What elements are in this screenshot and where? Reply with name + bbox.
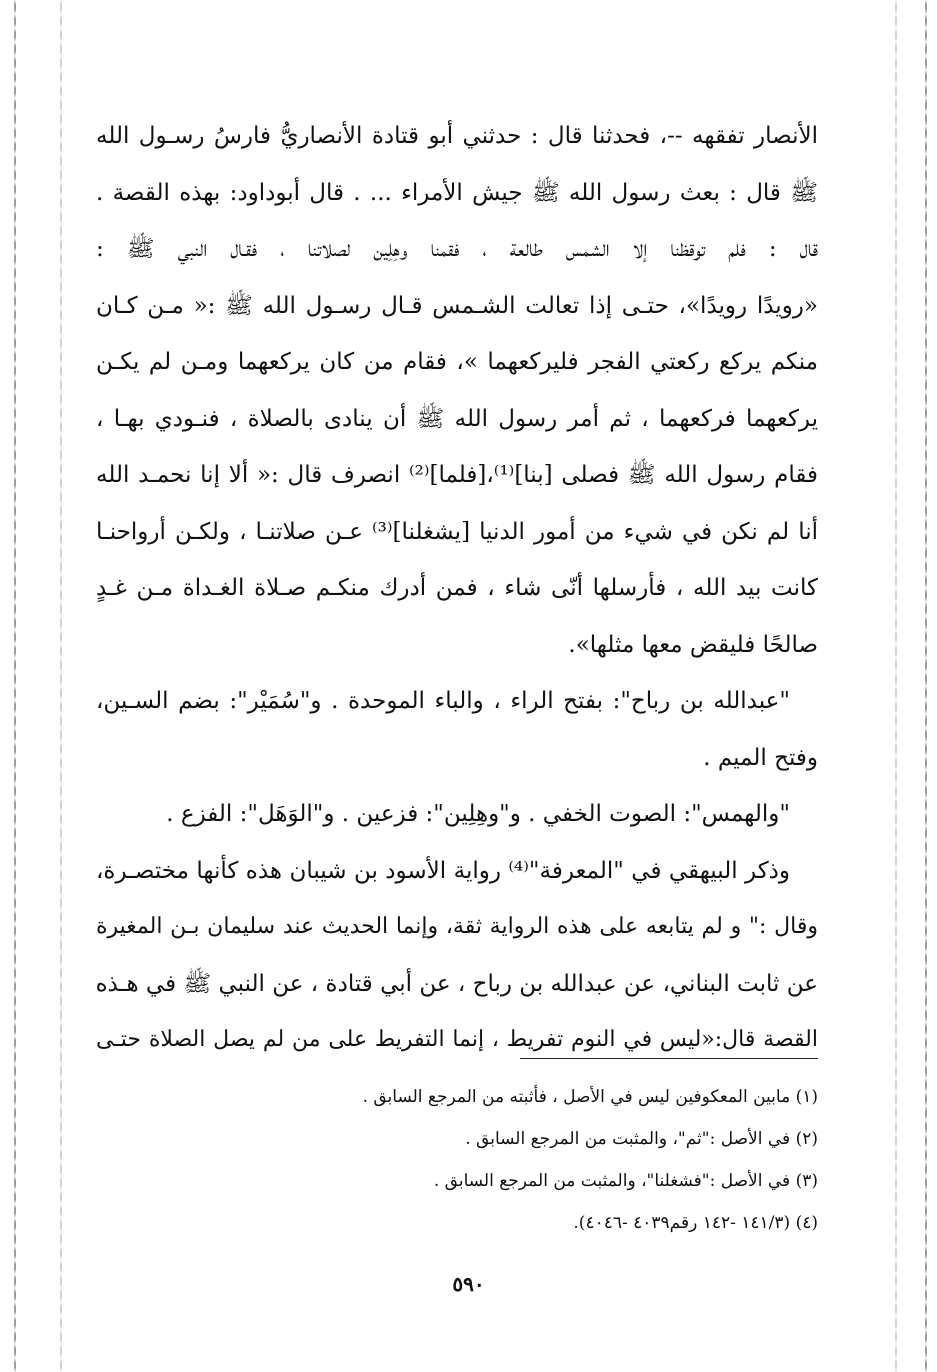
text-line: كانت بيد الله ، فأرسلها أنّى شاء ، فمن أدرك منكـم صـلاة الغـداة مـن غـدٍ [96, 575, 818, 601]
text-line: فقام رسول الله ﷺ فصلى [بنا]⁽¹⁾،[فلما]⁽²⁾ انصرف قال :« ألا إنا نحمـد الله [96, 462, 818, 488]
footnote-separator [520, 1058, 818, 1059]
footnote: (٣) في الأصل :"فشغلنا"، والمثبت من المرجع السابق . [433, 1171, 818, 1191]
text-line: وقال :" و لم يتابعه على هذه الرواية ثقة، وإنما الحديث عند سليمان بـن المغيرة [96, 914, 818, 939]
text-line: عن ثابت البناني، عن عبدالله بن رباح ، عن أبي قتادة ، عن النبي ﷺ في هـذه [96, 970, 818, 997]
text-line: يركعهما فركعهما ، ثم أمر رسول الله ﷺ أن ينادى بالصلاة ، فنـودي بهـا ، [96, 405, 818, 432]
text-line: "والهمس": الصوت الخفي . و"وهِلِين": فزعين . و"الوَهَل": الفزع . [166, 801, 790, 827]
text-line: منكم يركع ركعتي الفجر فليركعهما »، فقام من كان يركعهما ومـن لم يكـن [96, 349, 818, 375]
text-line: الأنصار تفقهه --، فحدثنا قال : حدثني أبو قتادة الأنصاريُّ فارسُ رسـول الله [96, 123, 818, 149]
text-line: أنا لم نكن في شيء من أمور الدنيا [يشغلنا]⁽³⁾ عـن صلاتنـا ، ولكـن أرواحنـا [96, 518, 818, 545]
right-inner-scan-dots [895, 0, 897, 1372]
footnote: (٢) في الأصل :"ثم"، والمثبت من المرجع السابق . [465, 1129, 818, 1149]
left-inner-scan-dots [60, 0, 62, 1372]
text-line: القصة قال:«ليس في النوم تفريط ، إنما التفريط على من لم يصل الصلاة حتـى [96, 1027, 818, 1052]
text-line: قال : فلم توقظنا إلا الشمس طالعة ، فقمنا وهِلِين لصلاتنا ، فقـال النبي ﷺ : [96, 236, 818, 262]
page-number: ٥٩٠ [452, 1272, 485, 1296]
text-line: "عبدالله بن رباح": بفتح الراء ، والباء الموحدة . و"سُمَيْر": بضم السـين، [96, 688, 790, 714]
footnote: (١) مابين المعكوفين ليس في الأصل ، فأثبته من المرجع السابق . [362, 1087, 818, 1107]
text-line: صالحًا فليقض معها مثلها». [568, 631, 818, 658]
right-edge-scan-dots [925, 0, 927, 1372]
text-line: وذكر البيهقي في "المعرفة"⁽⁴⁾ رواية الأسود بن شيبان هذه كأنها مختصـرة، [96, 857, 791, 884]
main-text [96, 108, 818, 1069]
footnotes [96, 1076, 818, 1244]
text-line: «رويدًا رويدًا»، حتـى إذا تعالت الشـمس قـال رسـول الله ﷺ :« مـن كـان [96, 292, 818, 319]
left-edge-scan-dots [14, 0, 16, 1372]
footnote: (٤) (١٤١/٣ -١٤٢ رقم٤٠٣٩ -٤٠٤٦). [573, 1213, 818, 1233]
text-line: ﷺ قال : بعث رسول الله ﷺ جيش الأمراء ... . قال أبوداود: بهذه القصة . [96, 179, 818, 206]
text-line: وفتح الميم . [703, 744, 818, 771]
